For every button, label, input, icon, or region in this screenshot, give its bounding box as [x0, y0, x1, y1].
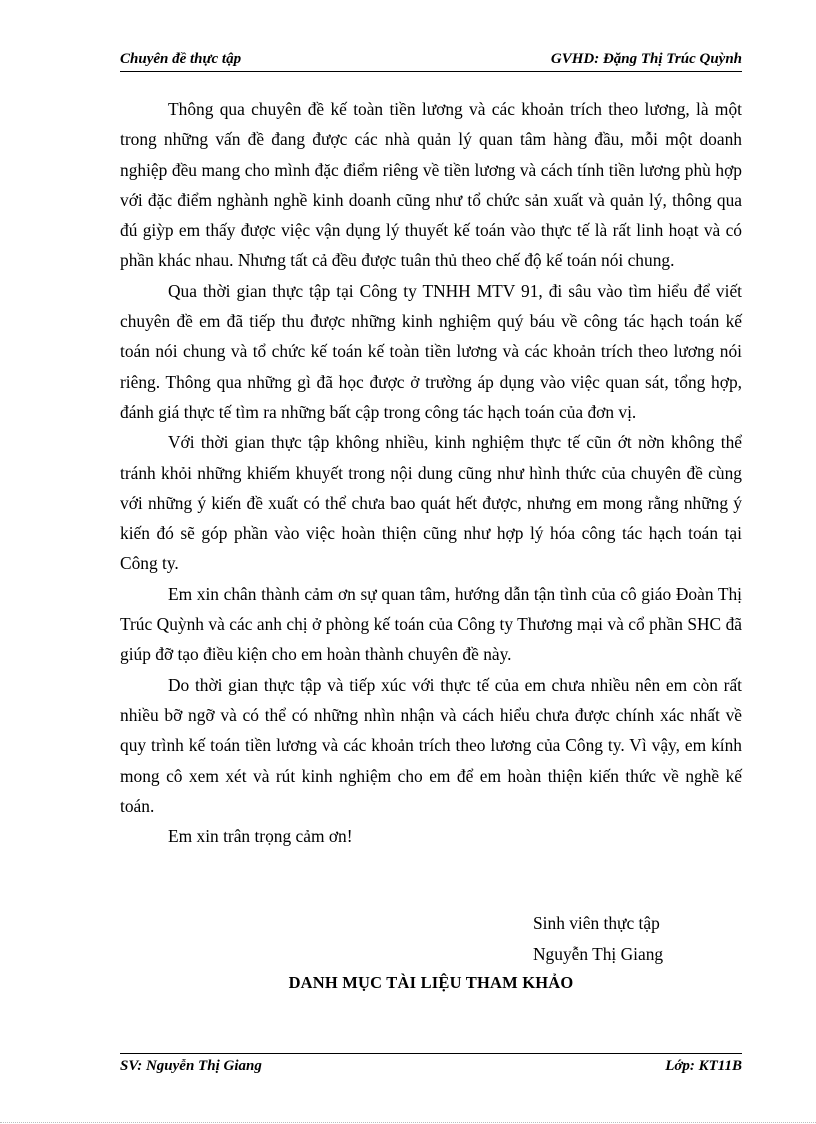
footer-student: SV: Nguyễn Thị Giang — [120, 1058, 262, 1074]
page-footer — [120, 1053, 742, 1079]
signature-name: Nguyễn Thị Giang — [533, 943, 664, 964]
references-heading: DANH MỤC TÀI LIỆU THAM KHẢO — [288, 973, 574, 992]
footer-class: Lớp: KT11B — [665, 1058, 742, 1074]
paragraph-2: Qua thời gian thực tập tại Công ty TNHH MTV 91, đi sâu vào tìm hiểu để viết chuyên đề em đã tiếp thu được những kinh nghiệm quý báu về công tác hạch toán kế toán nói chung và tổ chức kế toán kế toàn tiền lương và các khoản trích theo lương nói riêng. Thông qua những gì đã học được ở trường áp dụng vào việc quan sát, tổng hợp, đánh giá thực tế tìm ra những bất cập trong công tác hạch toán của đơn vị. — [120, 280, 742, 422]
paragraph-3: Với thời gian thực tập không nhiều, kinh nghiệm thực tế cũn ớt nờn không thể tránh khỏi những khiếm khuyết trong nội dung cũng như hình thức của chuyên đề cùng với những ý kiến đề xuất có thể chưa bao quát hết được, nhưng em mong rằng những ý kiến đó sẽ góp phần vào việc hoàn thiện cũng như hợp lý hóa công tác hạch toán tại Công ty. — [120, 432, 742, 574]
page-header — [120, 50, 742, 72]
paragraph-5: Do thời gian thực tập và tiếp xúc với thực tế của em chưa nhiều nên em còn rất nhiều bỡ ngỡ và có thể có những nhìn nhận và cách hiểu chưa được chính xác nhất về quy trình kế toán tiền lương và các khoản trích theo lương của Công ty. Vì vậy, em kính mong cô xem xét và rút kinh nghiệm cho em để em hoàn thiện kiến thức về nghề kế toán. — [120, 674, 742, 816]
header-supervisor: GVHD: Đặng Thị Trúc Quỳnh — [550, 51, 742, 67]
closing-line: Em xin trân trọng cảm ơn! — [168, 826, 353, 847]
paragraph-1: Thông qua chuyên đề kế toàn tiền lương và các khoản trích theo lương, là một trong những vấn đề đang được các nhà quản lý quan tâm hàng đầu, mỗi một doanh nghiệp đều mang cho mình đặc điểm riêng về tiền lương và cách tính tiền lương phù hợp với đặc điểm nghành nghề kinh doanh cũng như tổ chức sản xuất và quản lý, thông qua đú giỳp em thấy được việc vận dụng lý thuyết kế toán vào thực tế là rất linh hoạt và có phần khác nhau. Nhưng tất cả đều được tuân thủ theo chế độ kế toán nói chung. — [120, 99, 742, 271]
body-text — [120, 94, 742, 851]
signature-role: Sinh viên thực tập — [533, 913, 660, 933]
signature-block — [533, 908, 663, 969]
header-title: Chuyên đề thực tập — [120, 51, 242, 67]
paragraph-4: Em xin chân thành cảm ơn sự quan tâm, hướng dẫn tận tình của cô giáo Đoàn Thị Trúc Quỳnh và các anh chị ở phòng kế toán của Công ty Thương mại và cổ phần SHC đã giúp đỡ tạo điều kiện cho em hoàn thành chuyên đề này. — [120, 583, 742, 665]
